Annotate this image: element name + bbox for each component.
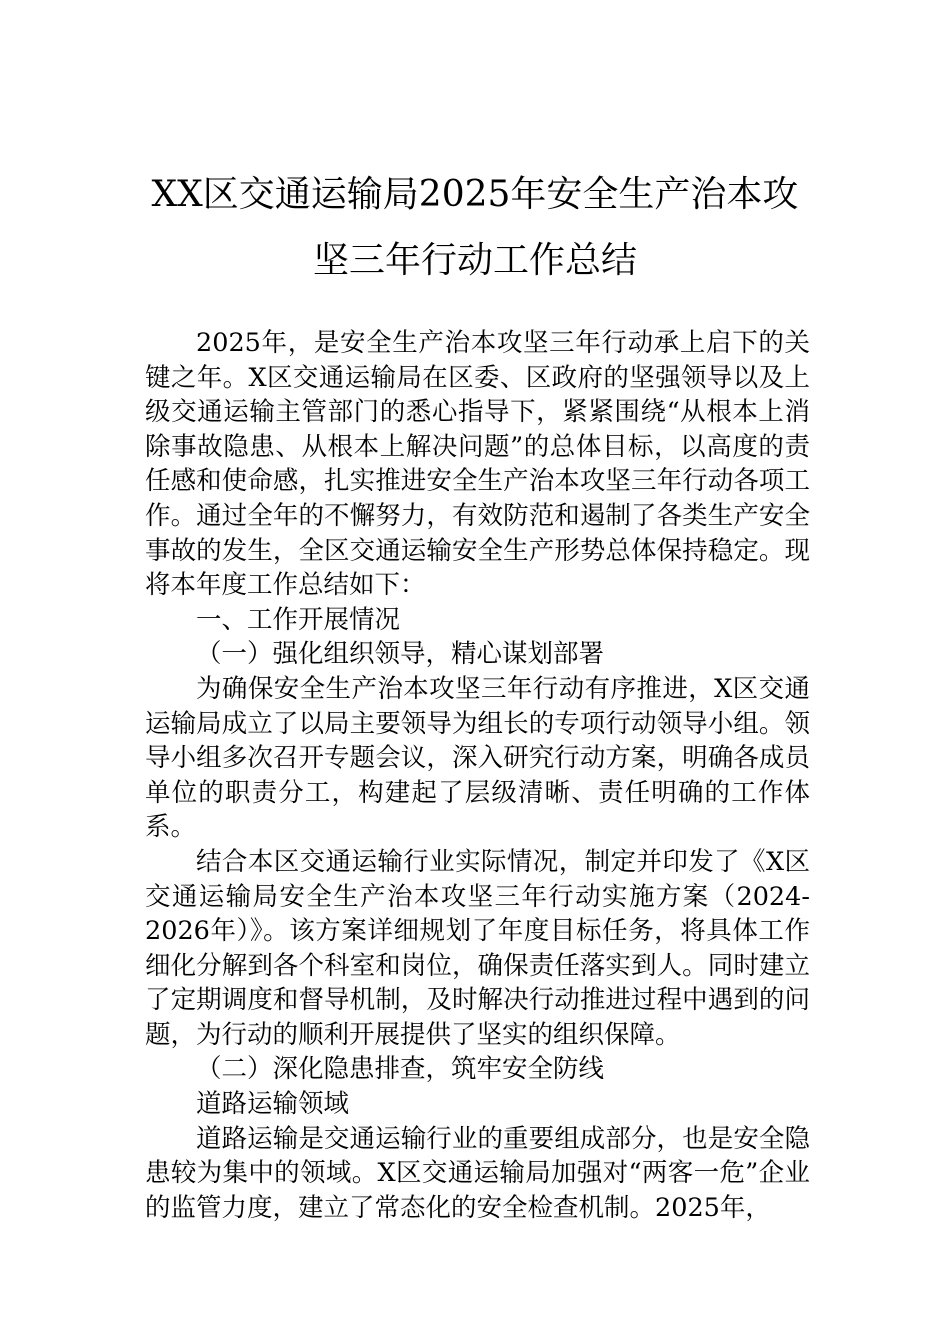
subsection-heading-1: （一）强化组织领导，精心谋划部署 xyxy=(196,639,605,670)
body-paragraph: 结合本区交通运输行业实际情况，制定并印发了《X区交通运输局安全生产治本攻坚三年行动实施方案（2024-2026年）》。该方案详细规划了年度目标任务，将具体工作细化分解到各个科室和岗位，确保责任落实到人。同时建立了定期调度和督导机制，及时解决行动推进过程中遇到的问题，为行动的顺利开展提供了坚实的组织保障。 xyxy=(145,846,810,1050)
body-paragraph: 道路运输是交通运输行业的重要组成部分，也是安全隐患较为集中的领域。X区交通运输局加强对“两客一危”企业的监管力度，建立了常态化的安全检查机制。2025年， xyxy=(145,1123,810,1223)
body-paragraph: 为确保安全生产治本攻坚三年行动有序推进，X区交通运输局成立了以局主要领导为组长的专项行动领导小组。领导小组多次召开专题会议，深入研究行动方案，明确各成员单位的职责分工，构建起了层级清晰、责任明确的工作体系。 xyxy=(145,673,810,843)
title-line-1: XX区交通运输局2025年安全生产治本攻 xyxy=(151,174,799,215)
topic-heading-road-transport: 道路运输领域 xyxy=(196,1089,350,1120)
document-title xyxy=(145,162,805,294)
document-body xyxy=(145,326,810,1225)
subsection-heading-2: （二）深化隐患排查，筑牢安全防线 xyxy=(196,1054,605,1085)
title-line-2: 坚三年行动工作总结 xyxy=(312,240,637,281)
section-heading-1: 一、工作开展情况 xyxy=(196,604,401,635)
intro-paragraph: 2025年，是安全生产治本攻坚三年行动承上启下的关键之年。X区交通运输局在区委、区政府的坚强领导以及上级交通运输主管部门的悉心指导下，紧紧围绕“从根本上消除事故隐患、从根本上解决问题”的总体目标，以高度的责任感和使命感，扎实推进安全生产治本攻坚三年行动各项工作。通过全年的不懈努力，有效防范和遏制了各类生产安全事故的发生，全区交通运输安全生产形势总体保持稳定。现将本年度工作总结如下： xyxy=(145,328,810,601)
